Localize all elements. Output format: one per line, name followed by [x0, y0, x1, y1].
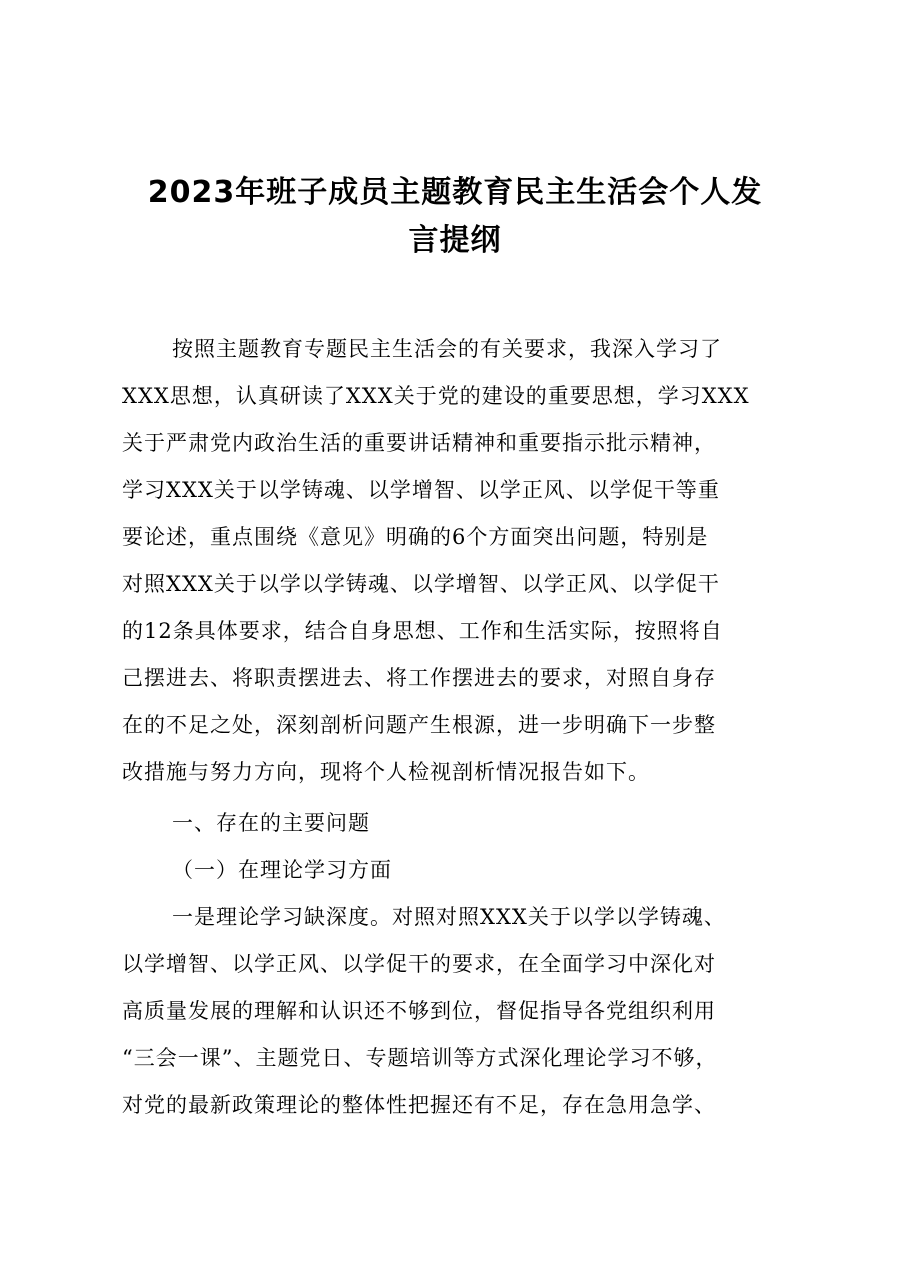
- paragraph-line: 对照XXX关于以学以学铸魂、以学增智、以学正风、以学促干: [122, 572, 720, 596]
- paragraph-line: 对党的最新政策理论的整体性把握还有不足，存在急用急学、: [122, 1093, 716, 1117]
- paragraph-line: 以学增智、以学正风、以学促干的要求，在全面学习中深化对: [122, 952, 716, 976]
- paragraph-line: 按照主题教育专题民主生活会的有关要求，我深入学习了: [172, 337, 722, 361]
- paragraph-line: 一是理论学习缺深度。对照对照XXX关于以学以学铸魂、: [172, 905, 726, 929]
- paragraph-line: 要论述，重点围绕《意见》明确的6个方面突出问题，特别是: [122, 525, 709, 549]
- paragraph-line: 己摆进去、将职责摆进去、将工作摆进去的要求，对照自身存: [122, 666, 716, 690]
- paragraph-line: 学习XXX关于以学铸魂、以学增智、以学正风、以学促干等重: [122, 478, 720, 502]
- document-title-line-1: 2023年班子成员主题教育民主生活会个人发: [147, 175, 763, 210]
- document-title-line-2: 言提纲: [408, 223, 502, 258]
- paragraph-line: 关于严肃党内政治生活的重要讲话精神和重要指示批示精神，: [122, 431, 716, 455]
- paragraph-line: “三会一课”、主题党日、专题培训等方式深化理论学习不够，: [122, 1046, 718, 1070]
- paragraph-line: 高质量发展的理解和认识还不够到位，督促指导各党组织利用: [122, 999, 716, 1023]
- paragraph-line: XXX思想，认真研读了XXX关于党的建设的重要思想，学习XXX: [122, 384, 750, 408]
- paragraph-line: 的12条具体要求，结合自身思想、工作和生活实际，按照将自: [122, 619, 723, 643]
- subsection-heading: （一）在理论学习方面: [172, 858, 392, 882]
- paragraph-line: 改措施与努力方向，现将个人检视剖析情况报告如下。: [122, 760, 650, 784]
- section-heading: 一、存在的主要问题: [172, 811, 370, 835]
- paragraph-line: 在的不足之处，深刻剖析问题产生根源，进一步明确下一步整: [122, 713, 716, 737]
